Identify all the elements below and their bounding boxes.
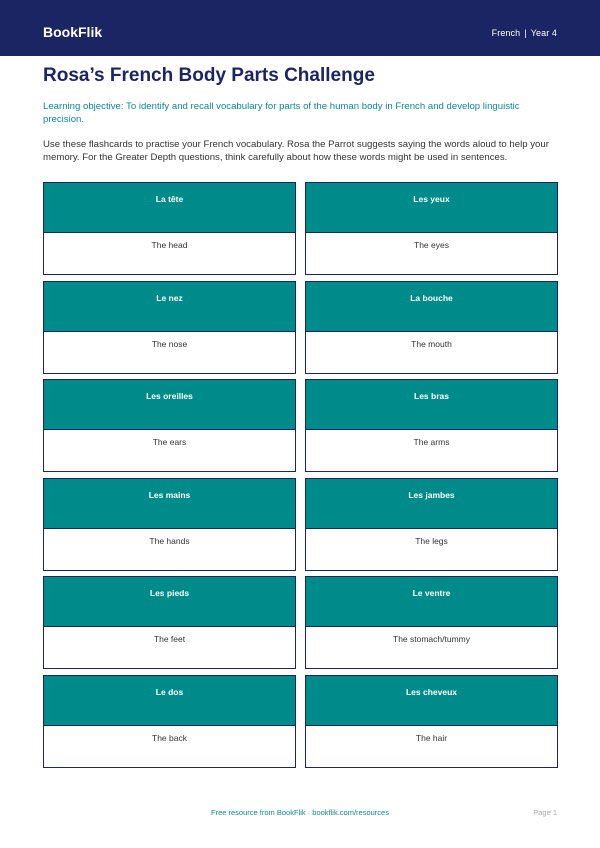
footer-link[interactable]: Free resource from BookFlik · bookflik.com/resources — [211, 808, 389, 817]
flashcard-french-word: Les mains — [44, 479, 295, 529]
flashcard[interactable] — [43, 281, 296, 374]
flashcard-french-word: La bouche — [306, 282, 557, 332]
flashcard-french-word: Le ventre — [306, 577, 557, 627]
subject-year-label — [492, 27, 557, 39]
header-bar — [0, 0, 600, 56]
flashcard[interactable] — [305, 675, 558, 768]
flashcard-english-translation: The legs — [415, 535, 448, 546]
flashcard-english-translation: The back — [152, 732, 187, 743]
flashcard-french-word: Les oreilles — [44, 380, 295, 430]
flashcard-french-word: La tête — [44, 183, 295, 233]
flashcard[interactable] — [305, 379, 558, 472]
flashcard-french-word: Les cheveux — [306, 676, 557, 726]
flashcard-english-translation: The stomach/tummy — [393, 634, 470, 644]
year-label: Year 4 — [530, 28, 557, 38]
flashcard[interactable] — [305, 182, 558, 275]
brand-logo-text[interactable]: BookFlik — [43, 24, 103, 40]
flashcard-grid — [43, 182, 558, 768]
flashcard[interactable] — [43, 576, 296, 669]
flashcard-english-translation: The nose — [151, 338, 188, 349]
page-title: Rosa’s French Body Parts Challenge — [43, 65, 375, 86]
flashcard-french-word: Le dos — [44, 676, 295, 726]
flashcard-english-translation: The eyes — [414, 240, 449, 250]
flashcard-english-translation: The arms — [413, 437, 450, 447]
flashcard-french-word: Les jambes — [306, 479, 557, 529]
flashcard-english-translation: The hands — [149, 535, 190, 546]
flashcard[interactable] — [305, 281, 558, 374]
page-number: Page 1 — [533, 808, 557, 817]
flashcard-french-word: Le nez — [44, 282, 295, 332]
subject-label: French — [491, 28, 521, 38]
flashcard-english-translation: The mouth — [411, 338, 452, 349]
flashcard-french-word: Les yeux — [306, 183, 557, 233]
intro-text: Use these flashcards to practise your French vocabulary. Rosa the Parrot suggests saying the words aloud to help your memory. For the Greater Depth questions, think carefully about how these words might be used in sentences. — [43, 139, 549, 163]
flashcard[interactable] — [43, 182, 296, 275]
flashcard-english-translation: The head — [151, 240, 188, 250]
flashcard-english-translation: The feet — [153, 634, 186, 644]
flashcard[interactable] — [305, 576, 558, 669]
separator: | — [524, 28, 527, 38]
flashcard[interactable] — [43, 478, 296, 571]
learning-objective: Learning objective: To identify and recall vocabulary for parts of the human body in French and develop linguistic precision. — [43, 101, 520, 125]
flashcard-english-translation: The hair — [415, 732, 448, 743]
flashcard-french-word: Les pieds — [44, 577, 295, 627]
flashcard[interactable] — [305, 478, 558, 571]
flashcard-french-word: Les bras — [306, 380, 557, 430]
flashcard[interactable] — [43, 379, 296, 472]
flashcard[interactable] — [43, 675, 296, 768]
flashcard-english-translation: The ears — [152, 437, 187, 447]
